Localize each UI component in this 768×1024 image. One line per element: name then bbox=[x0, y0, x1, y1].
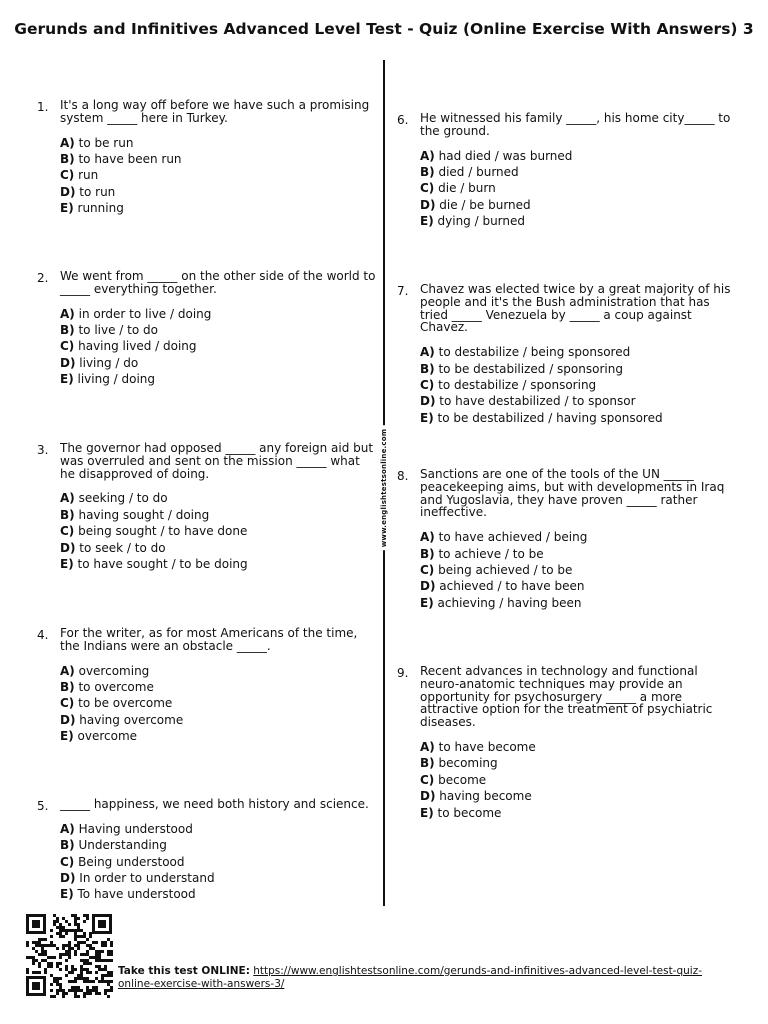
question-8 bbox=[397, 467, 740, 611]
question-9 bbox=[397, 664, 740, 821]
option-d[interactable]: D) to seek / to do bbox=[60, 540, 166, 555]
option-e[interactable]: E) running bbox=[60, 201, 124, 216]
option-e[interactable]: E) living / doing bbox=[60, 372, 156, 387]
question-number: 4. bbox=[37, 628, 49, 642]
option-a[interactable]: A) to have achieved / being bbox=[420, 530, 588, 545]
question-stem: Sanctions are one of the tools of the UN _____ peacekeeping aims, but with developments in Iraq and Yugoslavia, they have proven _____ rather ineffective. bbox=[420, 467, 725, 520]
option-d[interactable]: D) having overcome bbox=[60, 712, 184, 727]
option-d[interactable]: D) to run bbox=[60, 184, 116, 199]
option-d[interactable]: D) die / be burned bbox=[420, 197, 531, 212]
option-e[interactable]: E) achieving / having been bbox=[420, 595, 582, 610]
question-stem: He witnessed his family _____, his home city_____ to the ground. bbox=[420, 111, 731, 138]
option-b[interactable]: B) to be destabilized / sponsoring bbox=[420, 361, 623, 376]
test-url-link[interactable]: https://www.englishtestsonline.com/gerunds-and-infinitives-advanced-level-test-quiz-online-exercise-with-answers-3/ bbox=[118, 965, 703, 990]
question-2 bbox=[37, 269, 378, 388]
question-stem: It's a long way off before we have such a promising system _____ here in Turkey. bbox=[60, 98, 370, 125]
option-c[interactable]: C) run bbox=[60, 168, 99, 183]
option-c[interactable]: C) being achieved / to be bbox=[420, 563, 573, 577]
question-5 bbox=[37, 797, 378, 903]
question-number: 9. bbox=[397, 666, 409, 680]
option-e[interactable]: E) overcome bbox=[60, 729, 138, 744]
option-e[interactable]: E) To have understood bbox=[60, 887, 196, 902]
option-b[interactable]: B) having sought / doing bbox=[60, 507, 210, 522]
question-stem: Chavez was elected twice by a great majority of his people and it's the Bush administration that has tried _____ Venezuela by _____ a coup against Chavez. bbox=[420, 282, 731, 335]
option-a[interactable]: A) Having understood bbox=[60, 821, 193, 836]
question-stem: The governor had opposed _____ any foreign aid but was overruled and sent on the mission _____ what he disapproved of doing. bbox=[60, 441, 374, 481]
question-number: 6. bbox=[397, 113, 409, 127]
site-watermark: www.englishtestsonline.com bbox=[378, 426, 390, 551]
option-c[interactable]: C) having lived / doing bbox=[60, 339, 197, 354]
footer-label: Take this test ONLINE: bbox=[118, 965, 250, 977]
option-e[interactable]: E) to become bbox=[420, 805, 502, 820]
question-number: 2. bbox=[37, 271, 49, 285]
option-e[interactable]: E) to have sought / to be doing bbox=[60, 557, 248, 572]
option-a[interactable]: A) had died / was burned bbox=[420, 148, 573, 163]
question-number: 3. bbox=[37, 443, 49, 457]
option-a[interactable]: A) to be run bbox=[60, 135, 134, 150]
question-number: 7. bbox=[397, 284, 409, 298]
question-number: 1. bbox=[37, 100, 49, 114]
page-title: Gerunds and Infinitives Advanced Level Test - Quiz (Online Exercise With Answers) 3 bbox=[14, 20, 754, 38]
question-7 bbox=[397, 282, 740, 426]
option-c[interactable]: C) die / burn bbox=[420, 181, 496, 196]
option-b[interactable]: B) becoming bbox=[420, 756, 498, 771]
option-b[interactable]: B) died / burned bbox=[420, 165, 519, 179]
option-c[interactable]: C) Being understood bbox=[60, 854, 185, 869]
option-b[interactable]: B) to overcome bbox=[60, 680, 154, 694]
option-b[interactable]: B) to have been run bbox=[60, 152, 182, 166]
question-6 bbox=[397, 111, 740, 230]
option-e[interactable]: E) dying / burned bbox=[420, 214, 526, 229]
option-a[interactable]: A) in order to live / doing bbox=[60, 306, 212, 321]
option-a[interactable]: A) to have become bbox=[420, 739, 536, 754]
option-d[interactable]: D) In order to understand bbox=[60, 871, 215, 886]
option-a[interactable]: A) overcoming bbox=[60, 663, 150, 678]
question-4 bbox=[37, 626, 378, 745]
question-stem: For the writer, as for most Americans of the time, the Indians were an obstacle _____. bbox=[60, 626, 358, 653]
option-d[interactable]: D) living / do bbox=[60, 355, 139, 370]
option-d[interactable]: D) to have destabilized / to sponsor bbox=[420, 394, 636, 409]
question-number: 8. bbox=[397, 469, 409, 483]
option-c[interactable]: C) to destabilize / sponsoring bbox=[420, 378, 597, 392]
option-c[interactable]: C) being sought / to have done bbox=[60, 524, 248, 539]
question-number: 5. bbox=[37, 799, 49, 813]
question-3 bbox=[37, 441, 378, 572]
option-b[interactable]: B) to achieve / to be bbox=[420, 546, 544, 561]
option-b[interactable]: B) to live / to do bbox=[60, 323, 158, 337]
option-b[interactable]: B) Understanding bbox=[60, 838, 167, 853]
footer-link-block bbox=[118, 965, 718, 990]
option-a[interactable]: A) seeking / to do bbox=[60, 491, 168, 506]
option-e[interactable]: E) to be destabilized / having sponsored bbox=[420, 410, 663, 425]
qr-code[interactable] bbox=[24, 912, 114, 998]
option-d[interactable]: D) achieved / to have been bbox=[420, 579, 585, 594]
option-a[interactable]: A) to destabilize / being sponsored bbox=[420, 345, 631, 360]
question-1 bbox=[37, 98, 378, 217]
option-c[interactable]: C) become bbox=[420, 772, 487, 787]
option-c[interactable]: C) to be overcome bbox=[60, 696, 173, 711]
question-stem: _____ happiness, we need both history and science. bbox=[60, 797, 369, 811]
option-d[interactable]: D) having become bbox=[420, 789, 532, 804]
question-stem: Recent advances in technology and functional neuro-anatomic techniques may provide an opportunity for psychosurgery _____ a more attractive option for the treatment of psychiatric diseases. bbox=[420, 664, 713, 730]
question-stem: We went from _____ on the other side of the world to _____ everything together. bbox=[60, 269, 376, 296]
